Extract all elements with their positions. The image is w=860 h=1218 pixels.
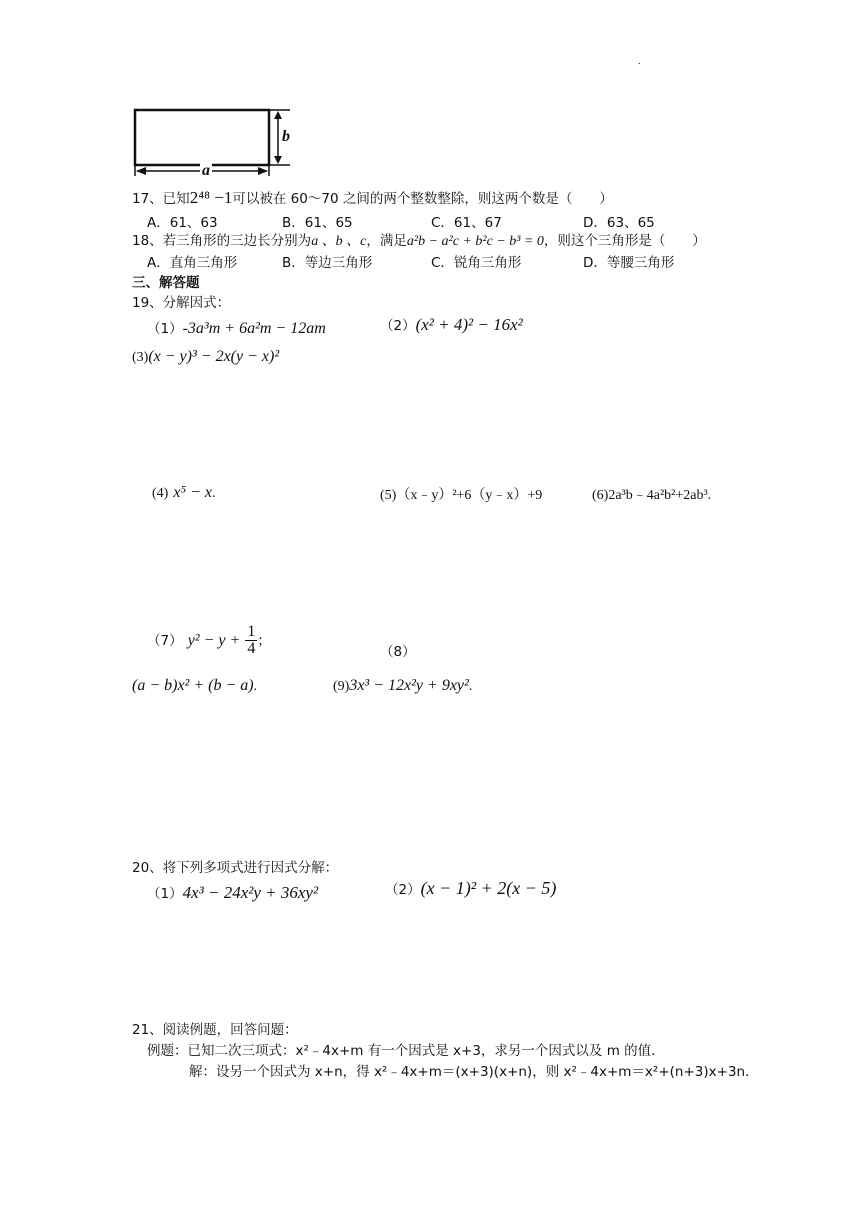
q19-p8-label: （8） <box>380 644 416 660</box>
header-dot: . <box>638 56 641 67</box>
question-17 <box>132 187 613 208</box>
q20-p1-label: （1） <box>147 886 183 902</box>
q18-expression: a²b − a²c + b²c − b³ = 0 <box>406 234 544 249</box>
question-21-title: 21、阅读例题，回答问题： <box>132 1022 298 1038</box>
q19-part-4 <box>152 482 215 502</box>
q19-p1-label: （1） <box>147 321 183 337</box>
q19-p2-label: （2） <box>380 318 416 334</box>
q19-p4-expression: x⁵ − x <box>173 484 212 501</box>
q19-part-1 <box>147 317 326 338</box>
q19-p7-end: ； <box>257 633 271 649</box>
q19-part-5: (5)（x﹣y）²+6（y﹣x）+9 <box>380 488 543 503</box>
q19-part-9 <box>333 675 472 695</box>
q17-text-before: 17、已知 <box>132 191 190 207</box>
question-19-title: 19、分解因式： <box>132 295 231 311</box>
q19-p9-label: (9) <box>333 679 350 694</box>
q19-p8-end: . <box>253 679 258 694</box>
q21-solution: 解：设另一个因式为 x+n，得 x²﹣4x+m＝(x+3)(x+n)，则 x²﹣4x+m＝x²+(n+3)x+3n． <box>189 1064 759 1080</box>
q17-expression: 2⁴⁸ −1 <box>189 188 233 207</box>
question-20-title: 20、将下列多项式进行因式分解： <box>132 860 339 876</box>
q19-p2-expression: (x² + 4)² − 16x² <box>415 315 523 334</box>
q19-p3-expression: (x − y)³ − 2x(y − x)² <box>148 348 280 365</box>
q19-part-2 <box>380 314 523 335</box>
q18-option-d: D．等腰三角形 <box>583 255 675 271</box>
q21-example: 例题：已知二次三项式：x²﹣4x+m 有一个因式是 x+3，求另一个因式以及 m 的值． <box>147 1043 665 1059</box>
q19-p7-expression: y² − y + <box>187 632 241 649</box>
q20-part-2 <box>385 878 556 899</box>
figure-label-a: a <box>202 162 210 179</box>
q19-part-7 <box>147 624 271 657</box>
figure-label-b: b <box>282 128 290 145</box>
section-3-title: 三、解答题 <box>132 275 200 291</box>
question-18 <box>132 229 706 250</box>
q19-p3-label: (3) <box>132 350 149 365</box>
q17-option-d: D．63、65 <box>583 215 655 231</box>
q17-option-c: C．61、67 <box>431 215 502 231</box>
q19-p9-expression: 3x³ − 12x²y + 9xy² <box>349 677 469 694</box>
q19-p1-expression: -3a³m + 6a²m − 12am <box>182 320 326 337</box>
q18-option-a: A．直角三角形 <box>147 255 238 271</box>
q18-option-b: B．等边三角形 <box>282 255 373 271</box>
q20-p2-expression: (x − 1)² + 2(x − 5) <box>420 878 557 898</box>
q20-part-1 <box>147 882 318 903</box>
q19-p7-numerator: 1 <box>247 623 256 640</box>
rectangle-shape <box>135 110 269 165</box>
q18-text-before: 18、若三角形的三边长分别为 <box>132 233 312 249</box>
q17-text-after: 可以被在 60～70 之间的两个整数整除，则这两个数是（ ） <box>232 191 613 207</box>
q19-p8-expression: (a − b)x² + (b − a) <box>132 677 254 694</box>
q18-option-c: C．锐角三角形 <box>431 255 522 271</box>
q19-p4-label: (4) <box>152 486 169 501</box>
q20-p1-expression: 4x³ − 24x²y + 36xy² <box>182 883 319 902</box>
q19-part-6: (6)2a³b﹣4a²b²+2ab³. <box>592 488 712 503</box>
q19-part-3 <box>132 346 279 366</box>
rectangle-figure <box>128 104 298 180</box>
q17-option-b: B．61、65 <box>282 215 353 231</box>
q19-p9-end: . <box>468 679 473 694</box>
q18-text-after: ，则这个三角形是（ ） <box>543 233 706 249</box>
q19-p7-fraction <box>245 624 257 657</box>
q18-vars: a 、b 、c <box>311 234 367 249</box>
q19-part-8 <box>132 675 257 695</box>
q19-p7-label: （7） <box>147 633 183 649</box>
q18-text-mid: ，满足 <box>366 233 407 249</box>
q19-p4-end: . <box>211 486 216 501</box>
q19-p7-denominator: 4 <box>247 640 256 657</box>
q20-p2-label: （2） <box>385 882 421 898</box>
q17-option-a: A．61、63 <box>147 215 218 231</box>
